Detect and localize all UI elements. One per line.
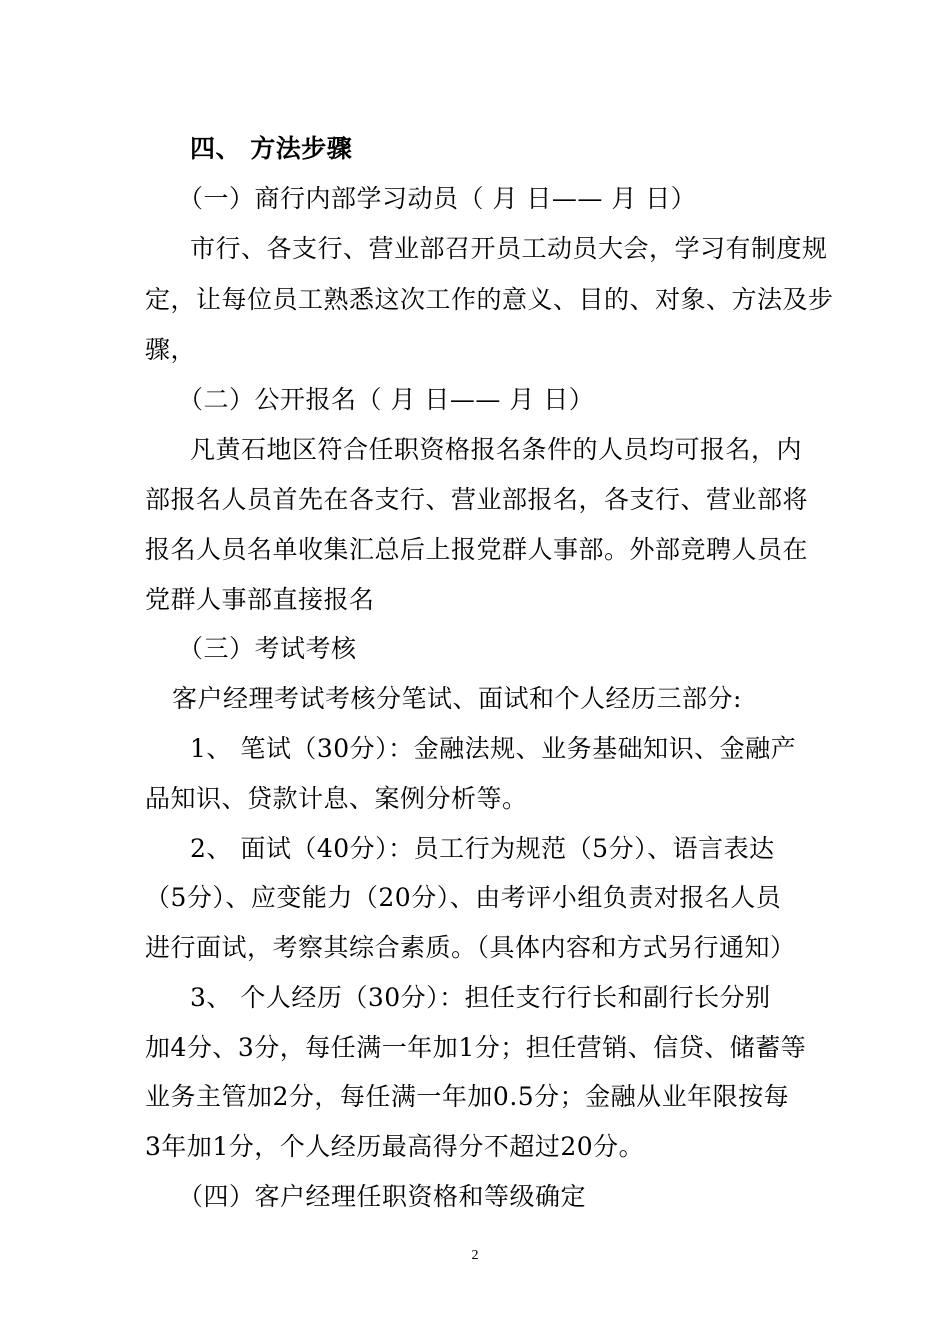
paragraph-line: 骤， xyxy=(145,335,197,364)
paragraph-line: 报名人员名单收集汇总后上报党群人事部。外部竞聘人员在 xyxy=(145,535,809,564)
paragraph-line: 定，让每位员工熟悉这次工作的意义、目的、对象、方法及步 xyxy=(145,285,834,314)
list-item-line: 3、 个人经历（30分）：担任支行行长和副行长分别 xyxy=(190,983,771,1012)
section-heading: 四、 方法步骤 xyxy=(190,134,353,163)
subsection-heading: （一）商行内部学习动员（ 月 日—— 月 日） xyxy=(178,184,697,213)
paragraph-line: 客户经理考试考核分笔试、面试和个人经历三部分: xyxy=(172,684,742,713)
paragraph-line: 凡黄石地区符合任职资格报名条件的人员均可报名，内 xyxy=(190,435,803,464)
paragraph-line: 业务主管加2分，每任满一年加0.5分；金融从业年限按每 xyxy=(145,1082,790,1111)
subsection-heading: （二）公开报名（ 月 日—— 月 日） xyxy=(178,385,595,414)
list-item-line: 1、 笔试（30分）：金融法规、业务基础知识、金融产 xyxy=(190,734,797,763)
paragraph-line: 市行、各支行、营业部召开员工动员大会，学习有制度规 xyxy=(190,234,828,263)
paragraph-line: 党群人事部直接报名 xyxy=(145,585,375,614)
paragraph-line: （5分）、应变能力（20分）、由考评小组负责对报名人员 xyxy=(145,883,782,912)
subsection-heading: （三）考试考核 xyxy=(178,634,357,663)
paragraph-line: 部报名人员首先在各支行、营业部报名，各支行、营业部将 xyxy=(145,485,809,514)
subsection-heading: （四）客户经理任职资格和等级确定 xyxy=(178,1182,587,1211)
paragraph-line: 3年加1分，个人经历最高得分不超过20分。 xyxy=(145,1132,645,1161)
page-number: 2 xyxy=(471,1248,479,1263)
paragraph-line: 加4分、3分，每任满一年加1分；担任营销、信贷、储蓄等 xyxy=(145,1033,807,1062)
paragraph-line: 品知识、贷款计息、案例分析等。 xyxy=(145,784,528,813)
paragraph-line: 进行面试，考察其综合素质。（具体内容和方式另行通知） xyxy=(145,933,796,962)
list-item-line: 2、 面试（40分）：员工行为规范（5分）、语言表达 xyxy=(190,834,775,863)
